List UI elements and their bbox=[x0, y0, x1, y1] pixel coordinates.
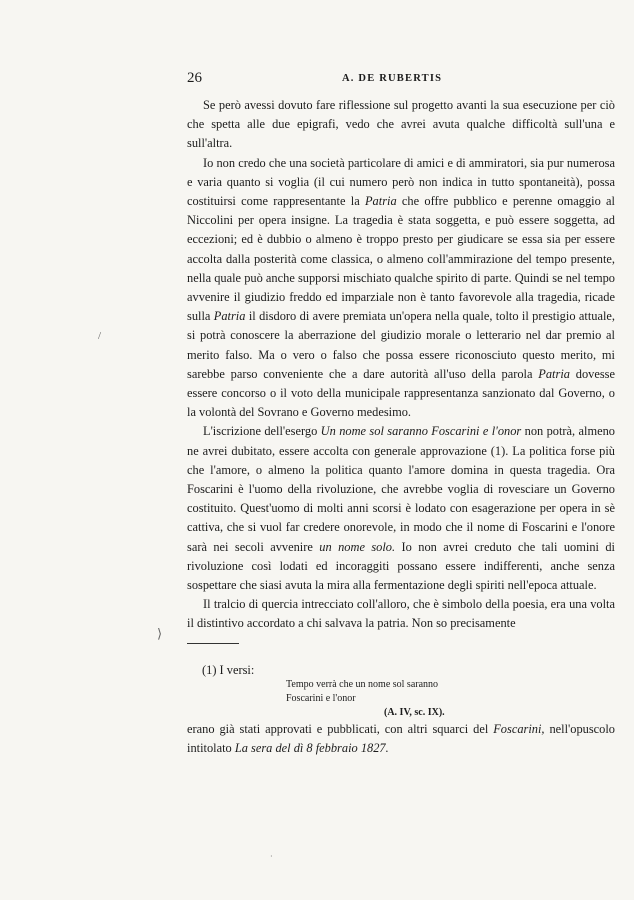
text-run: Io non credo che una società particolare di amici e di ammiratori, sia pur numerosa e varia quanto si voglia (il cui numero però non indica in tutto spontaneità), possa costituirsi come rappresentante la bbox=[187, 155, 615, 209]
margin-mark: · bbox=[270, 852, 273, 861]
text-run: dovesse essere concorso o il voto della municipale rappresentanza sanzionato dal Governo, o la volontà del Sovrano e Governo medesimo. bbox=[187, 366, 615, 420]
text-run: nell'opuscolo intitolato bbox=[187, 722, 615, 755]
running-head: A. DE RUBERTIS bbox=[342, 73, 443, 84]
footnote-verse bbox=[286, 678, 445, 720]
italic-run: La sera del dì 8 febbraio 1827. bbox=[234, 741, 389, 755]
paragraph-1: Se però avessi dovuto fare riflessione sul progetto avanti la sua esecuzione per ciò che spetta alle due epigrafi, vedo che avrei avuta qualche difficoltà sull'una e sull'altra. bbox=[187, 98, 615, 151]
verse-line-1: Tempo verrà che un nome sol saranno bbox=[286, 679, 439, 690]
text-run: erano già stati approvati e pubblicati, con altri squarci del bbox=[187, 722, 494, 736]
italic-run: un nome solo. bbox=[319, 539, 396, 554]
footnote-rule bbox=[187, 643, 239, 644]
page-number: 26 bbox=[187, 70, 202, 86]
text-run: non potrà, almeno ne avrei dubitato, essere accolta con generale approvazione (1). La politica forse più che l'amore, o almeno la politica quanto l'amore domina in questa tragedia. Ora Foscarini è l'uomo della rivoluzione, che avrebbe voglia di rovesciare un Governo costituito. Quest'uomo di molti anni scorsi è lodato con esagerazione per opera in sè cattiva, che si vuol far credere onorevole, in modo che il nome di Foscarini e l'onore sarà nei secoli avvenire bbox=[187, 424, 616, 554]
footnote-continuation bbox=[187, 720, 615, 758]
paragraph-4: Il tralcio di quercia intrecciato coll'alloro, che è simbolo della poesia, era una volta il distintivo accordato a chi salvava la patria. Non so precisamente bbox=[187, 597, 615, 631]
margin-mark: / bbox=[98, 330, 102, 342]
italic-run: Patria bbox=[364, 194, 397, 209]
text-run: che offre pubblico e perenne omaggio al Niccolini per opera insigne. La tragedia è stata soggetta, e può essere soggetta, ad eccezioni; ed è dubbio o almeno è troppo presto per giudicare se essa sia per essere accolta dalla posterità come classica, o almeno coll'ammirazione del tempo presente, nella quale può anche supporsi mischiato qualche spirito di parte. Quindi se nel tempo avvenire il giudizio freddo ed imparziale non è tanto favorevole alla tragedia, ricade sulla bbox=[187, 194, 615, 324]
text-run: il disdoro di avere premiata un'opera nella quale, tolto il prestigio attuale, si potrà conoscere la aberrazione del giudizio morale o letterario nel dar premio al merito falso. Ma o vero o falso che possa essere riconosciuto questo merito, mi sarebbe parso conveniente che a dare autorità all'uso della parola bbox=[187, 309, 616, 381]
body-text bbox=[187, 96, 615, 634]
italic-run: Patria bbox=[213, 309, 246, 324]
footnote-label: (1) I versi: bbox=[202, 663, 255, 677]
verse-reference: (A. IV, sc. IX). bbox=[384, 707, 445, 718]
italic-run: Un nome sol saranno Foscarini e l'onor bbox=[320, 424, 522, 439]
italic-run: Foscarini, bbox=[493, 722, 545, 736]
paragraph-3 bbox=[187, 422, 615, 595]
margin-mark: ⟩ bbox=[157, 626, 163, 641]
paragraph-2 bbox=[187, 154, 615, 423]
text-run: Io non avrei creduto che tali uomini di rivoluzione così lodati ed incoraggiti possano essere indifferenti, anche senza sospettare che siasi avuta la mira alla fermentazione degli spiriti nell'epoca attuale. bbox=[187, 539, 616, 593]
text-run: L'iscrizione dell'esergo bbox=[203, 424, 321, 439]
page-header bbox=[187, 70, 615, 90]
italic-run: Patria bbox=[538, 366, 570, 381]
verse-line-2: Foscarini e l'onor bbox=[286, 693, 356, 704]
